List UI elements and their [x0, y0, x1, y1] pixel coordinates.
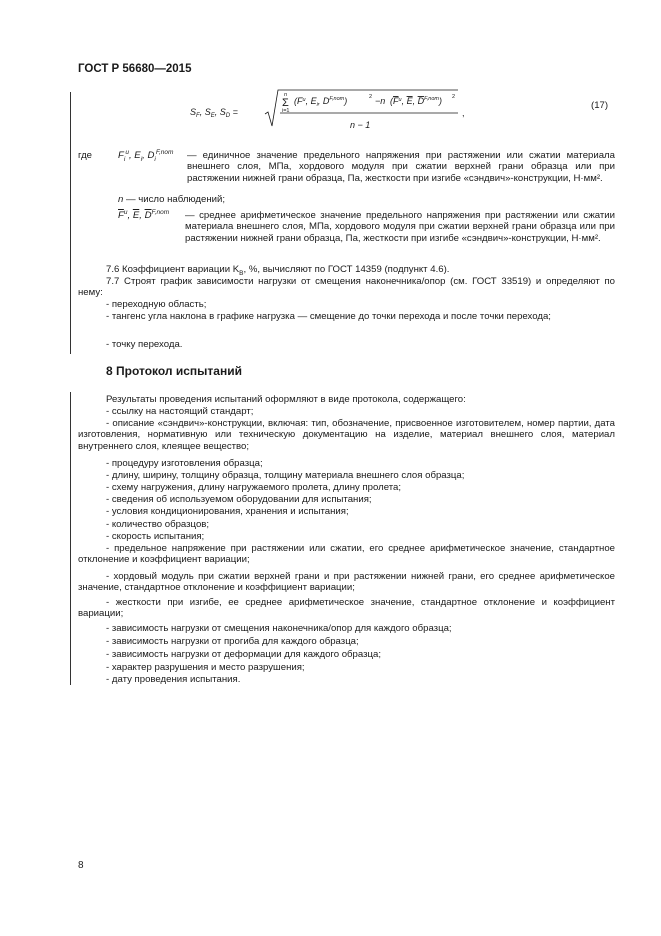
svg-text:(Fu, E, DF,nom): ($F^u$, E, $D^{F,nom}$) [390, 96, 442, 106]
page-number: 8 [78, 860, 84, 871]
clause-7-6: 7.6 Коэффициент вариации $K_В$, %, вычисляют по ГОСТ 14359 (подпункт 4.6). [106, 264, 450, 277]
list-item: - характер разрушения и место разрушения; [106, 662, 305, 673]
list-item: - процедуру изготовления образца; [106, 458, 263, 469]
minus-n: −n [375, 96, 386, 106]
svg-text:Σ: Σ [282, 97, 289, 109]
sigma-top: n [284, 92, 288, 98]
list-item: - ссылку на настоящий стандарт; [106, 406, 254, 417]
list-item: - дату проведения испытания. [106, 674, 241, 685]
change-bar [70, 392, 71, 685]
list-item: - зависимость нагрузки от деформации для каждого образца; [106, 649, 381, 660]
definition-1: — единичное значение предельного напряжения при растяжении или сжатии материала внешнего слоя, МПа, хордового модуля при сжатии верхней грани образца или при растяжении нижней грани образца, Па, жесткости при изгибе «сэндвич»-конструкции, Н·мм². [187, 150, 615, 184]
list-item: - зависимость нагрузки от смещения наконечника/опор для каждого образца; [106, 623, 452, 634]
list-item: - длину, ширину, толщину образца, толщину материала внешнего слоя образца; [106, 470, 465, 481]
list-item: - описание «сэндвич»-конструкции, включая: тип, обозначение, присвоенное изготовителем, номер партии, дата изготовления, нормативную или техническую документацию на изделие, материал внешнего слоя, материал внутреннего слоя, клеящее вещество; [78, 418, 615, 452]
list-item: - схему нагружения, длину нагружаемого пролета, длину пролета; [106, 482, 402, 493]
denominator: n − 1 [350, 120, 371, 130]
list-item: - тангенс угла наклона в графике нагрузка — смещение до точки перехода и после точки перехода; [106, 311, 551, 322]
list-item: - условия кондиционирования, хранения и испытания; [106, 506, 349, 517]
svg-text:,: , [462, 108, 465, 118]
change-bar [70, 92, 71, 354]
list-item: - переходную область; [106, 299, 207, 310]
equation-number: (17) [591, 100, 609, 111]
list-item: - точку перехода. [106, 339, 183, 350]
svg-text:(Fu, Ei, DF,nom): ($F^u$, $E_i$, $D^{F,nom}$) [294, 96, 348, 108]
square-1: 2 [369, 94, 373, 100]
definition-2: n — число наблюдений; [118, 194, 226, 205]
list-item: - сведения об используемом оборудовании для испытания; [106, 494, 372, 505]
document-header: ГОСТ Р 56680—2015 [78, 63, 192, 75]
list-item: - жесткости при изгибе, ее среднее арифметическое значение, стандартное отклонение и коэффициент вариации; [78, 597, 615, 620]
definition-3: — среднее арифметическое значение предельного напряжения при растяжении или сжатии материала внешнего слоя, МПа, хордового модуля при сжатии верхней грани образца или при растяжении нижней грани образца, Па, жесткости при изгибе «сэндвич»-конструкции, Н·мм². [185, 210, 615, 244]
formula-17 [190, 86, 490, 136]
where-label: где [78, 150, 93, 161]
formula-lhs: $S_F$, $S_E$, $S_D$ = [190, 107, 238, 119]
section-intro: Результаты проведения испытаний оформляют в виде протокола, содержащего: [106, 394, 466, 405]
section-title: 8 Протокол испытаний [106, 364, 242, 378]
list-item: - хордовый модуль при сжатии верхней грани и при растяжении нижней грани, его среднее арифметическое значение, стандартное отклонение и коэффициент вариации; [78, 571, 615, 594]
square-2: 2 [452, 94, 456, 100]
list-item: - скорость испытания; [106, 531, 205, 542]
symbol-F-E-D: $F_i^u$, $E_i$, $D_i^{F,nom}$ [118, 149, 174, 164]
list-item: - количество образцов; [106, 519, 210, 530]
sigma-bottom: i=1 [282, 108, 290, 114]
list-item: - предельное напряжение при растяжении или сжатии, его среднее арифметическое значение, стандартное отклонение и коэффициент вариации; [78, 543, 615, 566]
list-item: - зависимость нагрузки от прогиба для каждого образца; [106, 636, 359, 647]
clause-7-7: 7.7 Строят график зависимости нагрузки от смещения наконечника/опор (см. ГОСТ 33519) и определяют по нему: [78, 276, 615, 299]
symbol-mean: $\overline{F}^u$, $\overline{E}$, $\overline{D}^{F,nom}$ [118, 209, 170, 222]
